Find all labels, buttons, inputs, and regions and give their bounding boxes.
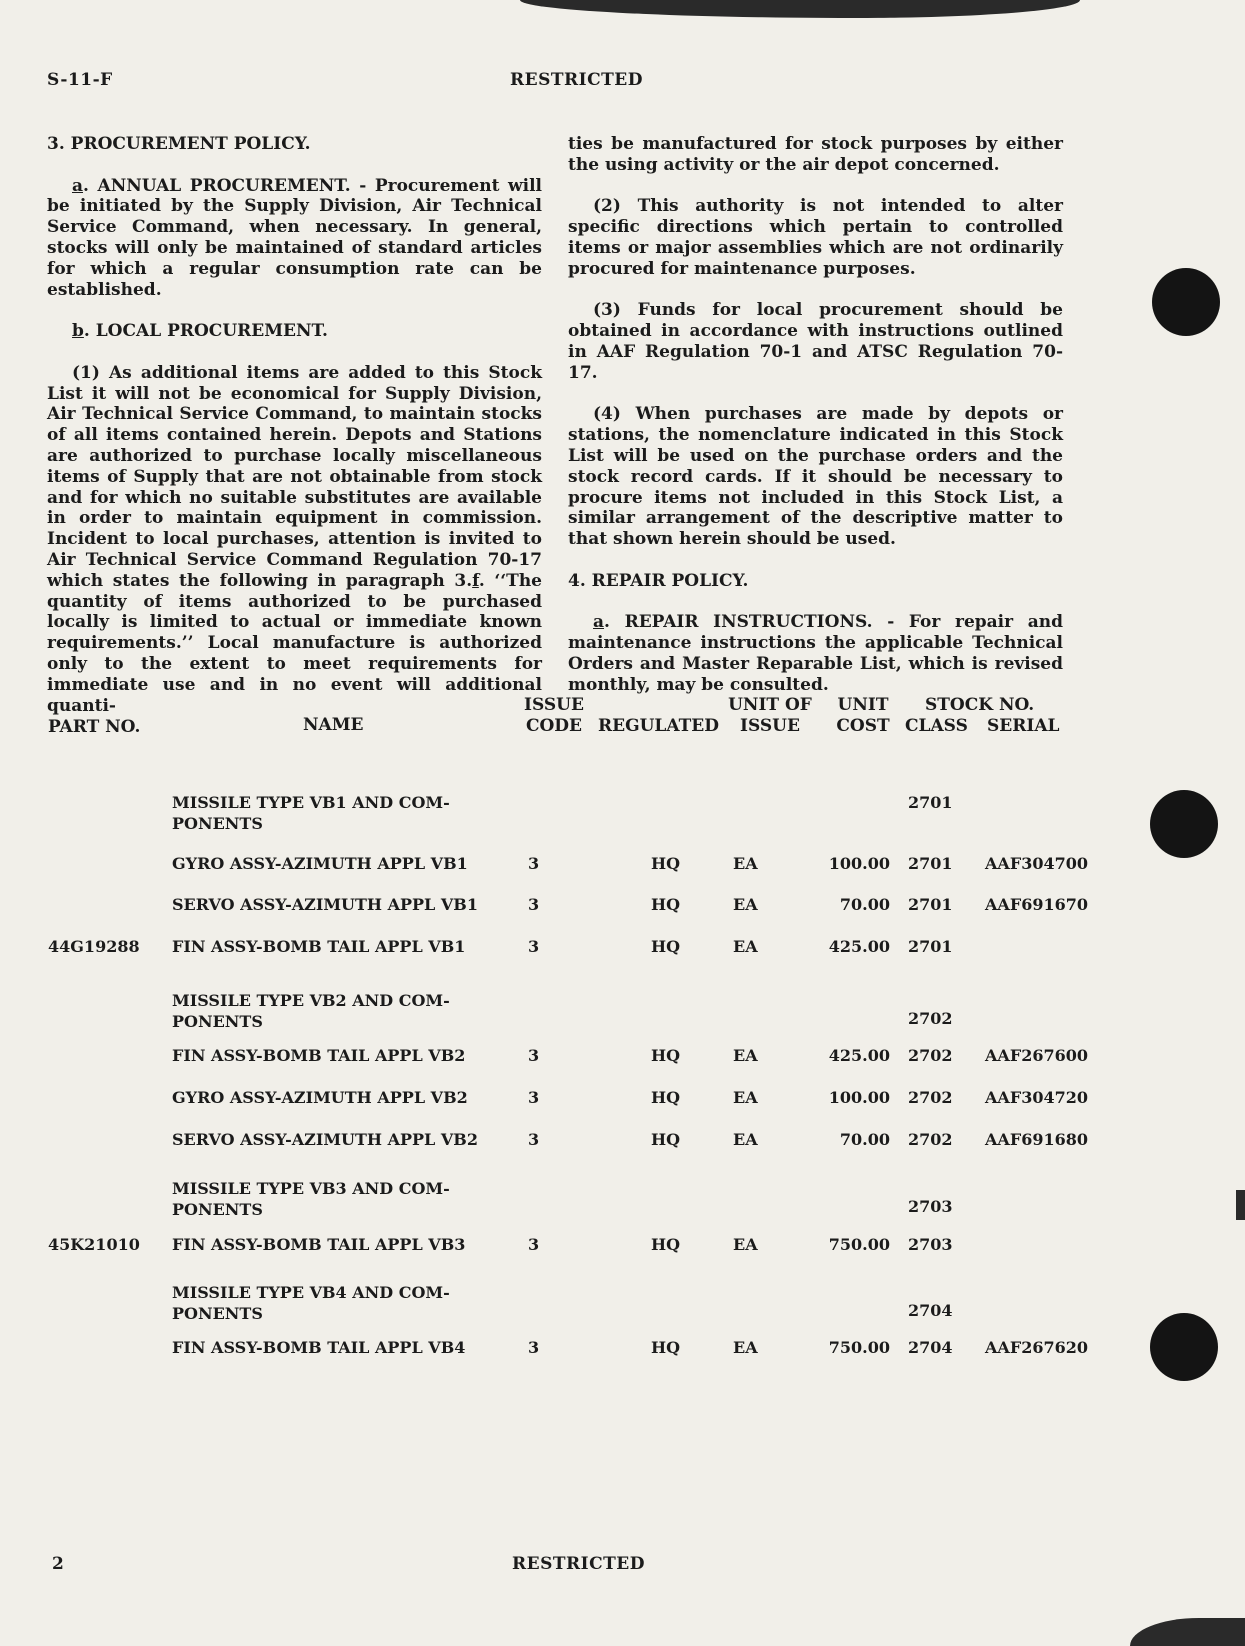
annual-procurement-paragraph (47, 176, 542, 301)
regulated-cell: HQ (651, 1046, 681, 1065)
unit-of-issue-cell: EA (733, 937, 758, 956)
unit-cost-cell: 425.00 (828, 1046, 890, 1065)
name-cell-continued: PONENTS (172, 1304, 263, 1323)
header-issue-line1: ISSUE (524, 695, 584, 715)
class-cell: 2702 (908, 1130, 953, 1149)
name-cell: SERVO ASSY-AZIMUTH APPL VB2 (172, 1130, 478, 1149)
name-cell: GYRO ASSY-AZIMUTH APPL VB2 (172, 1088, 468, 1107)
unit-of-issue-cell: EA (733, 1338, 758, 1357)
regulated-cell: HQ (651, 854, 681, 873)
regulated-cell: HQ (651, 895, 681, 914)
paragraph-text: . ANNUAL PROCUREMENT. - Procurement will be initiated by the Supply Division, Air Technical Service Command, when necessary. In general, stocks will only be maintained of standard articles for which a regular consumption rate can be established. (47, 175, 542, 300)
header-cost-line2: COST (836, 716, 890, 736)
document-code: S-11-F (47, 70, 113, 90)
header-class: CLASS (905, 716, 968, 736)
header-serial: SERIAL (987, 716, 1060, 736)
regulated-cell: HQ (651, 937, 681, 956)
header-classification: RESTRICTED (510, 70, 643, 90)
header-stock-no: STOCK NO. (925, 695, 1035, 715)
part-number-cell: 44G19288 (48, 937, 140, 956)
name-cell: FIN ASSY-BOMB TAIL APPL VB2 (172, 1046, 466, 1065)
regulated-cell: HQ (651, 1235, 681, 1254)
header-cost-line1: UNIT (837, 695, 889, 715)
unit-cost-cell: 750.00 (828, 1235, 890, 1254)
local-procurement-paragraph-3: (3) Funds for local procurement should be obtained in accordance with instructions outlined in AAF Regulation 70-1 and ATSC Regulation 70-17. (568, 300, 1063, 383)
name-cell-continued: PONENTS (172, 814, 263, 833)
left-text-column (47, 134, 542, 737)
unit-of-issue-cell: EA (733, 854, 758, 873)
unit-cost-cell: 70.00 (839, 895, 890, 914)
scan-edge-top (520, 0, 1080, 18)
footer-classification: RESTRICTED (512, 1554, 645, 1574)
serial-cell: AAF691680 (985, 1130, 1088, 1149)
class-cell: 2702 (908, 1088, 953, 1107)
name-cell: FIN ASSY-BOMB TAIL APPL VB4 (172, 1338, 466, 1357)
issue-code-cell: 3 (528, 1338, 540, 1357)
paragraph-text: . REPAIR INSTRUCTIONS. - For repair and maintenance instructions the applicable Technical Orders and Master Reparable List, which is revised monthly, may be consulted. (568, 612, 1063, 695)
local-procurement-paragraph-2: (2) This authority is not intended to alter specific directions which pertain to controlled items or major assemblies which are not ordinarily procured for maintenance purposes. (568, 196, 1063, 279)
regulated-cell: HQ (651, 1088, 681, 1107)
right-text-column (568, 134, 1063, 716)
paragraph-text: . ‘‘The quantity of items authorized to be purchased locally is limited to actual or immediate known requirements.’’ Local manufacture is authorized only to the extent to meet requirements for immediate use and in no event will additional quanti- (47, 570, 543, 716)
unit-of-issue-cell: EA (733, 895, 758, 914)
serial-cell: AAF304700 (985, 854, 1088, 873)
name-cell: FIN ASSY-BOMB TAIL APPL VB1 (172, 937, 466, 956)
unit-cost-cell: 425.00 (828, 937, 890, 956)
unit-of-issue-cell: EA (733, 1046, 758, 1065)
class-cell: 2701 (908, 854, 953, 873)
header-regulated: REGULATED (598, 716, 719, 736)
item-letter: a (72, 175, 84, 196)
class-cell: 2701 (908, 937, 953, 956)
unit-cost-cell: 100.00 (828, 854, 890, 873)
header-issue-code (524, 695, 584, 737)
class-cell: 2701 (908, 793, 953, 812)
serial-cell: AAF267600 (985, 1046, 1088, 1065)
local-procurement-paragraph-1 (47, 363, 542, 717)
section-3-title: 3. PROCUREMENT POLICY. (47, 134, 311, 154)
header-unit-line2: ISSUE (740, 716, 800, 736)
issue-code-cell: 3 (528, 895, 540, 914)
class-cell: 2702 (908, 1009, 953, 1028)
scan-edge-right (1236, 1190, 1245, 1220)
issue-code-cell: 3 (528, 1235, 540, 1254)
unit-cost-cell: 750.00 (828, 1338, 890, 1357)
name-cell-continued: PONENTS (172, 1012, 263, 1031)
serial-cell: AAF267620 (985, 1338, 1088, 1357)
header-unit-line1: UNIT OF (728, 695, 812, 715)
name-cell-continued: PONENTS (172, 1200, 263, 1219)
page-number: 2 (52, 1554, 65, 1574)
repair-instructions-paragraph (568, 612, 1063, 695)
item-letter: a (593, 612, 605, 633)
name-cell: GYRO ASSY-AZIMUTH APPL VB1 (172, 854, 468, 873)
class-cell: 2704 (908, 1338, 953, 1357)
part-number-cell: 45K21010 (48, 1235, 140, 1254)
unit-cost-cell: 100.00 (828, 1088, 890, 1107)
local-procurement-paragraph-4: (4) When purchases are made by depots or stations, the nomenclature indicated in this Stock List will be used on the purchase orders and the stock record cards. If it should be necessary to procure items not included in this Stock List, a similar arrangement of the descriptive matter to that shown herein should be used. (568, 404, 1063, 550)
class-cell: 2704 (908, 1301, 953, 1320)
header-unit-of-issue (725, 695, 815, 737)
name-cell: MISSILE TYPE VB1 AND COM- (172, 793, 450, 812)
header-part-no: PART NO. (48, 717, 141, 737)
issue-code-cell: 3 (528, 1046, 540, 1065)
subsection-title: . LOCAL PROCUREMENT. (83, 321, 328, 342)
scan-edge-bottom (1130, 1618, 1245, 1646)
unit-of-issue-cell: EA (733, 1088, 758, 1107)
issue-code-cell: 3 (528, 937, 540, 956)
unit-of-issue-cell: EA (733, 1235, 758, 1254)
paragraph-reference: f (472, 570, 479, 591)
regulated-cell: HQ (651, 1130, 681, 1149)
regulated-cell: HQ (651, 1338, 681, 1357)
class-cell: 2701 (908, 895, 953, 914)
issue-code-cell: 3 (528, 854, 540, 873)
continued-paragraph: ties be manufactured for stock purposes by either the using activity or the air depot concerned. (568, 134, 1063, 175)
name-cell: MISSILE TYPE VB2 AND COM- (172, 991, 450, 1010)
issue-code-cell: 3 (528, 1130, 540, 1149)
local-procurement-title (47, 321, 542, 342)
header-unit-cost (833, 695, 893, 737)
header-name: NAME (303, 715, 364, 735)
name-cell: SERVO ASSY-AZIMUTH APPL VB1 (172, 895, 478, 914)
item-letter: b (72, 321, 84, 342)
class-cell: 2703 (908, 1197, 953, 1216)
section-4-title: 4. REPAIR POLICY. (568, 570, 749, 591)
unit-of-issue-cell: EA (733, 1130, 758, 1149)
punch-hole-middle (1150, 790, 1218, 858)
header-issue-line2: CODE (525, 716, 583, 736)
serial-cell: AAF304720 (985, 1088, 1088, 1107)
serial-cell: AAF691670 (985, 895, 1088, 914)
name-cell: FIN ASSY-BOMB TAIL APPL VB3 (172, 1235, 466, 1254)
paragraph-text: (1) As additional items are added to this Stock List it will not be economical for Supply Division, Air Technical Service Command, to maintain stocks of all items contained herein. Depots and Stations are authorized to purchase locally miscellaneous items of Supply that are not obtainable from stock and for which no suitable substitutes are available in order to maintain equipment in commission. Incident to local purchases, attention is invited to Air Technical Service Command Regulation 70-17 which states the following in paragraph 3. (47, 362, 542, 591)
issue-code-cell: 3 (528, 1088, 540, 1107)
name-cell: MISSILE TYPE VB4 AND COM- (172, 1283, 450, 1302)
class-cell: 2703 (908, 1235, 953, 1254)
name-cell: MISSILE TYPE VB3 AND COM- (172, 1179, 450, 1198)
punch-hole-top (1152, 268, 1220, 336)
unit-cost-cell: 70.00 (839, 1130, 890, 1149)
class-cell: 2702 (908, 1046, 953, 1065)
punch-hole-bottom (1150, 1313, 1218, 1381)
